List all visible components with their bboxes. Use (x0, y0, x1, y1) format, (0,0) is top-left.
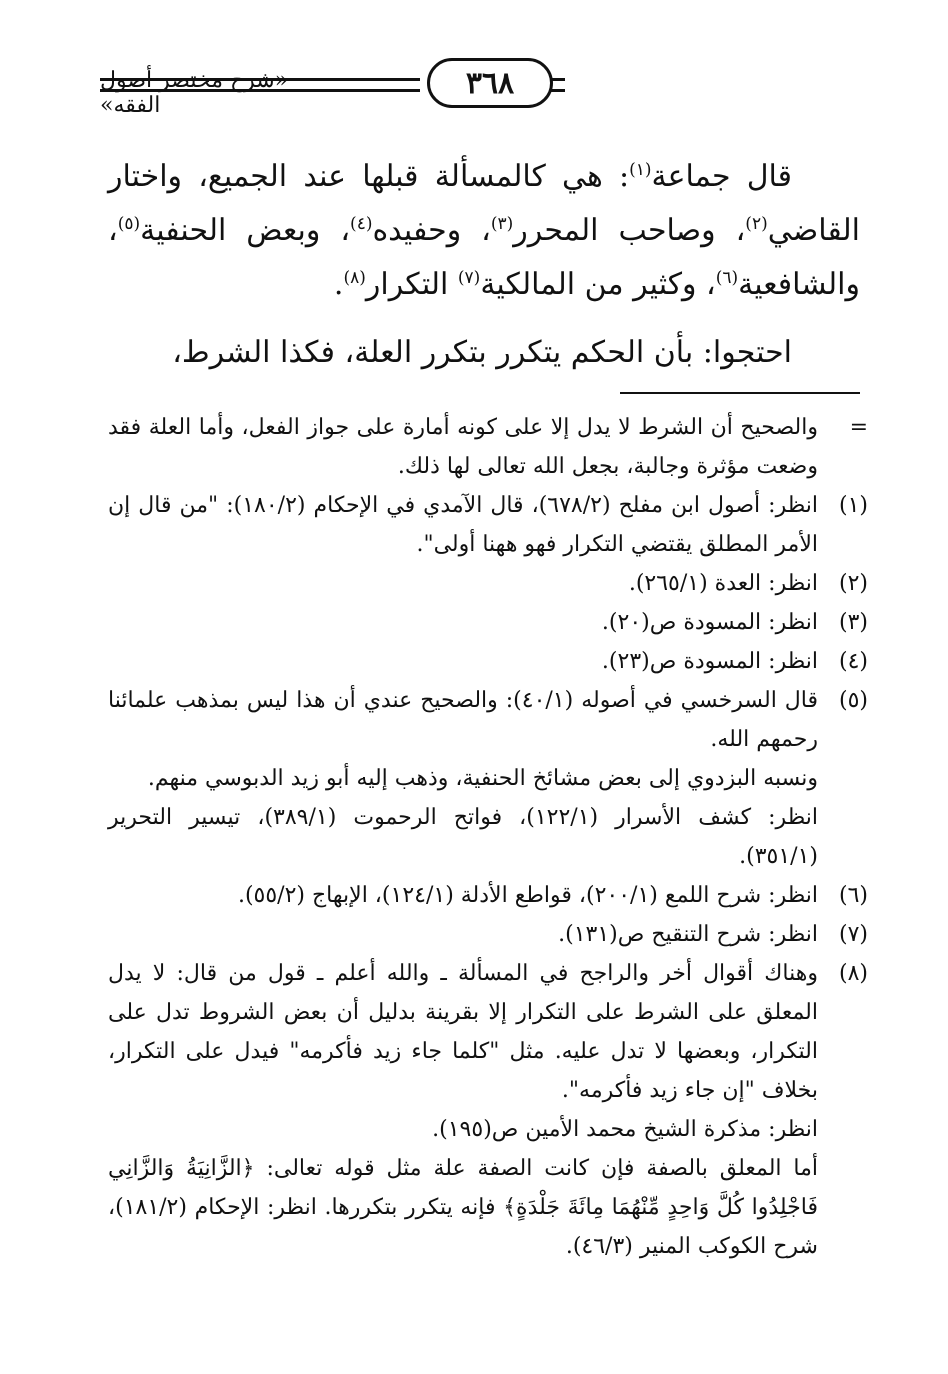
footnote-separator (620, 392, 860, 394)
footnote-ref-4[interactable]: (٤) (350, 214, 373, 234)
footnotes (108, 408, 868, 1266)
footnote-ref-8[interactable]: (٨) (343, 268, 366, 288)
footnote-ref-6[interactable]: (٦) (715, 268, 739, 288)
footnote-3 (108, 603, 868, 642)
footnote-8 (108, 954, 868, 1266)
footnote-number: (٢) (838, 571, 868, 596)
footnote-1 (108, 486, 868, 564)
footnote-text: انظر: أصول ابن مفلح (٦٧٨/٢)، قال الآمدي في الإحكام (١٨٠/٢): "من قال إن الأمر المطلق يقتضي التكرار فهو ههنا أولى". (108, 493, 818, 557)
footnote-number: (٦) (838, 883, 868, 908)
footnote-text: انظر: المسودة ص(٢٣). (601, 649, 818, 674)
page-number: ٣٦٨ (427, 58, 553, 108)
footnote-number: (٤) (838, 649, 868, 674)
footnote-text: والصحيح أن الشرط لا يدل إلا على كونه أمارة على جواز الفعل، وأما العلة فقد وضعت مؤثرة وجالبة، بجعل الله تعالى لها ذلك. (108, 415, 818, 479)
footnote-number: (٨) (838, 961, 868, 986)
footnote-text: انظر: مذكرة الشيخ محمد الأمين ص(١٩٥). (432, 1117, 818, 1142)
footnote-number: (٣) (838, 610, 868, 635)
footnote-text: ونسبه البزدوي إلى بعض مشائخ الحنفية، وذهب إليه أبو زيد الدبوسي منهم. (147, 766, 818, 791)
footnote-number: (١) (838, 493, 868, 518)
main-text (108, 150, 860, 380)
footnote-number: (٥) (838, 688, 868, 713)
continuation-marker: = (849, 415, 868, 440)
footnote-text: انظر: العدة (٢٦٥/١). (628, 571, 818, 596)
main-paragraph-2: احتجوا: بأن الحكم يتكرر بتكرر العلة، فكذا الشرط، (172, 335, 792, 370)
footnote-text: انظر: شرح اللمع (٢٠٠/١)، قواطع الأدلة (١٢٤/١)، الإبهاج (٥٥/٢). (237, 883, 818, 908)
footnote-2 (108, 564, 868, 603)
footnote-ref-2[interactable]: (٢) (745, 214, 768, 234)
footnote-text: وهناك أقوال أخر والراجح في المسألة ـ والله أعلم ـ قول من قال: لا يدل المعلق على الشرط على التكرار إلا بقرينة بدليل أن بعض الشروط تدل على التكرار، وبعضها لا تدل عليه. مثل "كلما جاء زيد فأكرمه" فيدل على التكرار، بخلاف "إن جاء زيد فأكرمه". (108, 961, 818, 1103)
page-header (100, 56, 860, 118)
footnote-number: (٧) (838, 922, 868, 947)
footnote-5 (108, 681, 868, 876)
header-rule-right (550, 78, 565, 92)
footnote-ref-5[interactable]: (٥) (117, 214, 141, 234)
footnote-text: انظر: شرح التنقيح ص(١٣١). (558, 922, 818, 947)
footnote-ref-3[interactable]: (٣) (490, 214, 514, 234)
footnote-text: قال السرخسي في أصوله (٤٠/١): والصحيح عندي أن هذا ليس بمذهب علمائنا رحمهم الله. (108, 688, 818, 752)
footnote-text: أما المعلق بالصفة فإن كانت الصفة علة مثل قوله تعالى: ﴿الزَّانِيَةُ وَالزَّانِي فَاجْلِدُوا كُلَّ وَاحِدٍ مِّنْهُمَا مِائَةَ جَلْدَةٍ﴾ فإنه يتكرر بتكررها. انظر: الإحكام (١٨١/٢)، شرح الكوكب المنير (٤٦/٣). (108, 1156, 818, 1259)
footnote-4 (108, 642, 868, 681)
footnote-7 (108, 915, 868, 954)
main-paragraph-1: قال جماعة$^{(١)}$: هي كالمسألة قبلها عند الجميع، واختار القاضي$^{(٢)}$، وصاحب المحرر$^{(٣)}$، وحفيده$^{(٤)}$، وبعض الحنفية$^{(٥)}$، والشافعية$^{(٦)}$، وكثير من المالكية$^{(٧)}$ التكرار$^{(٨)}$. (108, 159, 860, 302)
footnote-6 (108, 876, 868, 915)
footnote-continuation (108, 408, 868, 486)
footnote-text: انظر: كشف الأسرار (١٢٢/١)، فواتح الرحموت (٣٨٩/١)، تيسير التحرير (٣٥١/١). (108, 805, 818, 869)
footnote-text: انظر: المسودة ص(٢٠). (601, 610, 818, 635)
footnote-ref-7[interactable]: (٧) (457, 268, 481, 288)
running-title: «شرح مختصر أصول الفقه» (100, 68, 289, 118)
footnote-ref-1[interactable]: (١) (629, 160, 652, 180)
